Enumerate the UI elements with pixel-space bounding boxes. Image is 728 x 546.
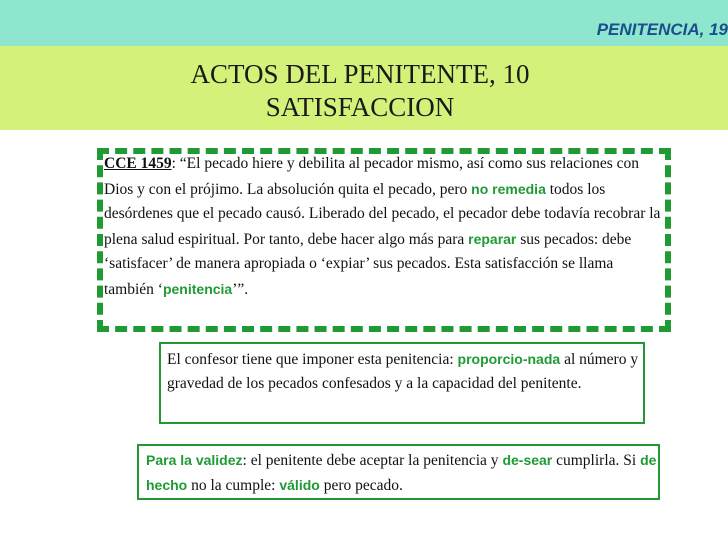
cce-quote-text [104,152,662,303]
highlight-para-la-validez: Para la validez [146,452,243,468]
validity-text-2: cumplirla. Si [552,452,641,469]
highlight-valido: válido [279,477,320,493]
page-title [140,58,580,124]
section-label: PENITENCIA, 19 [596,20,728,39]
highlight-proporcionada: proporcio-nada [457,351,561,367]
cce-text-1: : “El pecado hiere y debilita al pecador mismo, así como sus relaciones con Dios y con el prójimo. La absolución quita el pecado, pero [104,155,640,198]
confessor-text-1: El confesor tiene que imponer esta penitencia: [167,351,458,368]
highlight-desear: de-sear [502,452,553,468]
validity-text [146,448,660,498]
highlight-no-remedia: no remedia [471,180,546,197]
cce-reference: CCE 1459 [104,155,172,172]
confessor-text [167,347,645,396]
confessor-text-2: al número y gravedad de los pecados confesados y a la capacidad del penitente. [167,351,639,392]
validity-text-3: no la cumple: [187,477,280,494]
highlight-de-hecho: de hecho [146,452,657,493]
validity-text-4: pero pecado. [319,477,403,494]
highlight-reparar: reparar [468,230,517,247]
title-line-2: SATISFACCION [265,92,455,122]
title-line-1: ACTOS DEL PENITENTE, 10 [190,59,530,89]
validity-text-1: : el penitente debe aceptar la penitencia y [242,452,503,469]
highlight-penitencia: penitencia [162,280,233,297]
cce-text-3: sus pecados: debe ‘satisfacer’ de manera apropiada o ‘expiar’ sus pecados. Esta satisfacción se llama también ‘ [104,230,632,298]
cce-text-4: ’”. [232,280,249,298]
cce-text-2: todos los desórdenes que el pecado causó. Liberado del pecado, el pecador debe todavía recobrar la plena salud espiritual. Por tanto, debe hacer algo más para [104,180,661,248]
